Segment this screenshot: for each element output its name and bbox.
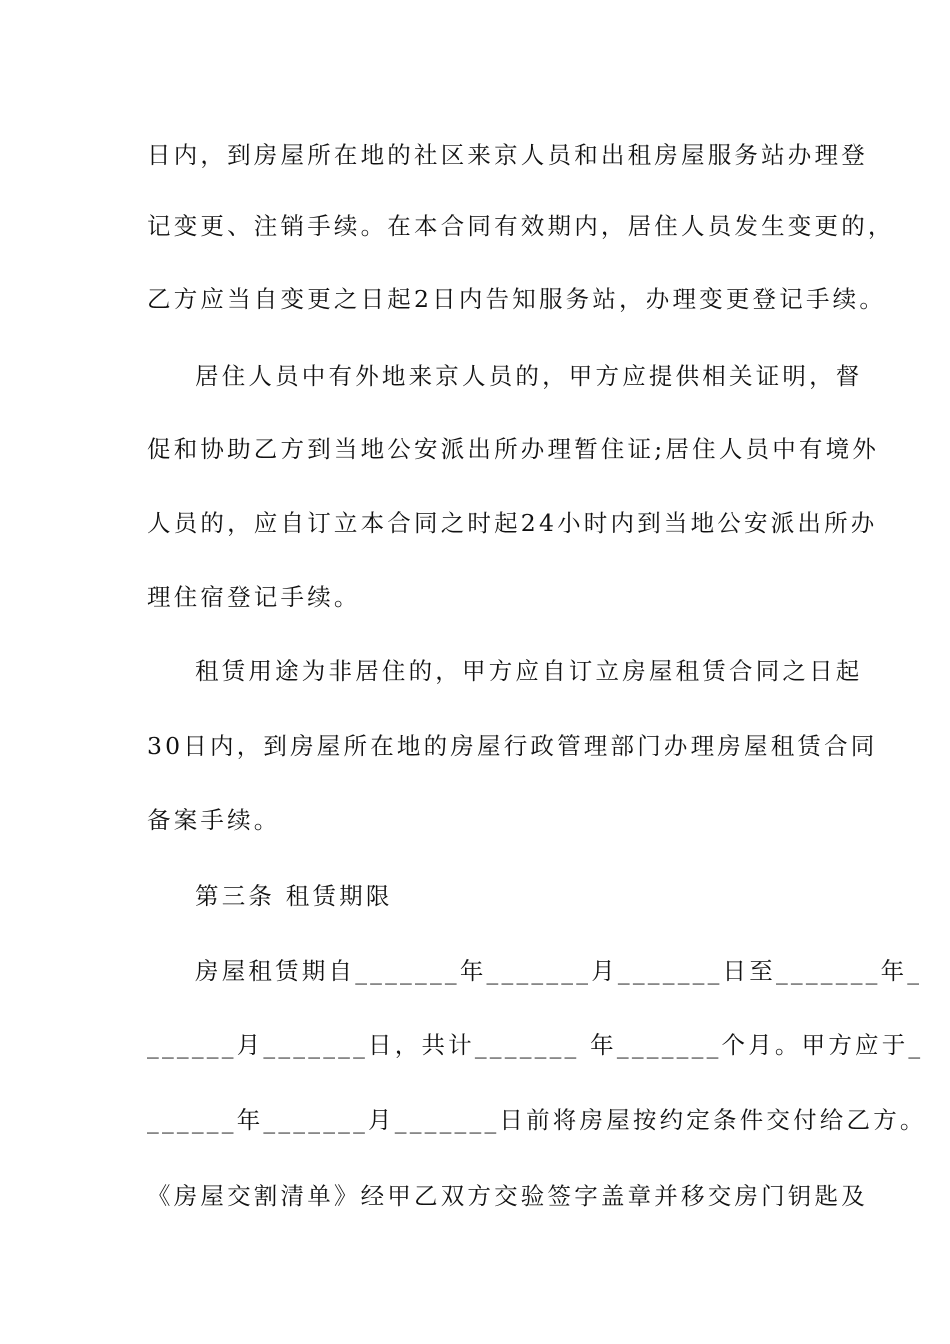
text-line-7: 理住宿登记手续。 — [147, 583, 361, 611]
text-line-15: 《房屋交割清单》经甲乙双方交验签字盖章并移交房门钥匙及 — [147, 1182, 868, 1210]
text-line-10: 备案手续。 — [147, 806, 281, 834]
text-line-6: 人员的，应自订立本合同之时起24小时内到当地公安派出所办 — [147, 509, 878, 537]
text-line-2: 记变更、注销手续。在本合同有效期内，居住人员发生变更的， — [147, 212, 895, 240]
text-line-14: ______年_______月_______日前将房屋按约定条件交付给乙方。 — [147, 1106, 927, 1134]
article-heading: 第三条 租赁期限 — [195, 882, 393, 910]
text-line-1: 日内，到房屋所在地的社区来京人员和出租房屋服务站办理登 — [147, 141, 868, 169]
text-line-5: 促和协助乙方到当地公安派出所办理暂住证;居住人员中有境外 — [147, 435, 880, 463]
text-line-3: 乙方应当自变更之日起2日内告知服务站，办理变更登记手续。 — [147, 285, 887, 313]
paragraph-start-1: 居住人员中有外地来京人员的，甲方应提供相关证明，督 — [195, 362, 863, 390]
paragraph-start-2: 租赁用途为非居住的，甲方应自订立房屋租赁合同之日起 — [195, 657, 863, 685]
paragraph-start-3: 房屋租赁期自_______年_______月_______日至_______年_ — [195, 957, 923, 985]
text-line-9: 30日内，到房屋所在地的房屋行政管理部门办理房屋租赁合同 — [147, 732, 878, 760]
text-line-13: ______月_______日，共计_______ 年_______个月。甲方应于_ — [147, 1031, 924, 1059]
